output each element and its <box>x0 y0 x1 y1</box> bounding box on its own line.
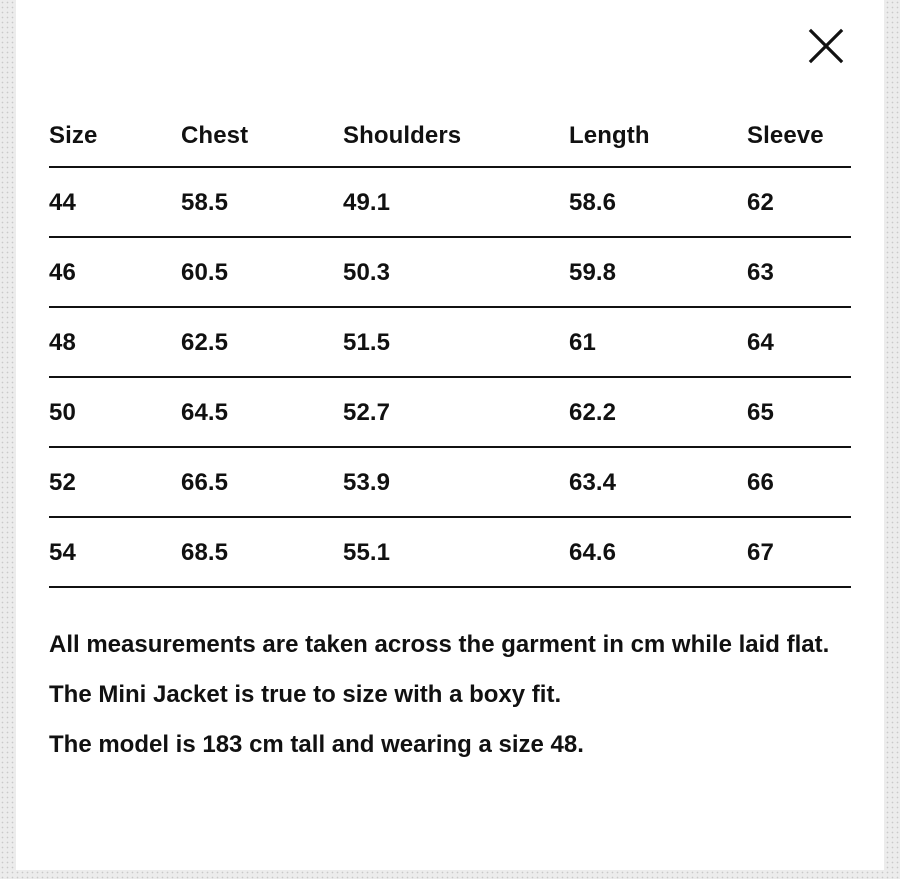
cell-length: 63.4 <box>569 447 747 517</box>
cell-size: 48 <box>49 307 181 377</box>
table-row <box>49 377 851 447</box>
fit-note: The Mini Jacket is true to size with a boxy fit. <box>49 681 562 708</box>
cell-shoulders: 50.3 <box>343 237 569 307</box>
close-button[interactable] <box>806 26 846 66</box>
header-shoulders: Shoulders <box>343 104 569 167</box>
header-sleeve: Sleeve <box>747 104 851 167</box>
cell-size: 54 <box>49 517 181 587</box>
cell-size: 52 <box>49 447 181 517</box>
table-row <box>49 307 851 377</box>
cell-size: 50 <box>49 377 181 447</box>
cell-shoulders: 49.1 <box>343 167 569 237</box>
table-header-row <box>49 104 851 167</box>
close-icon <box>806 26 846 66</box>
cell-shoulders: 53.9 <box>343 447 569 517</box>
table-row <box>49 517 851 587</box>
cell-size: 46 <box>49 237 181 307</box>
cell-chest: 60.5 <box>181 237 343 307</box>
table-row <box>49 237 851 307</box>
table-row <box>49 447 851 517</box>
size-guide-modal <box>16 0 884 870</box>
cell-length: 59.8 <box>569 237 747 307</box>
header-size: Size <box>49 104 181 167</box>
cell-shoulders: 52.7 <box>343 377 569 447</box>
cell-sleeve: 63 <box>747 237 851 307</box>
fit-notes <box>49 628 859 778</box>
cell-chest: 64.5 <box>181 377 343 447</box>
cell-chest: 62.5 <box>181 307 343 377</box>
cell-sleeve: 66 <box>747 447 851 517</box>
measurement-note: All measurements are taken across the garment in cm while laid flat. <box>49 631 830 658</box>
cell-shoulders: 51.5 <box>343 307 569 377</box>
cell-chest: 58.5 <box>181 167 343 237</box>
cell-sleeve: 67 <box>747 517 851 587</box>
model-note: The model is 183 cm tall and wearing a size 48. <box>49 731 584 758</box>
cell-sleeve: 65 <box>747 377 851 447</box>
table-row <box>49 167 851 237</box>
cell-sleeve: 64 <box>747 307 851 377</box>
cell-length: 62.2 <box>569 377 747 447</box>
size-table <box>49 104 851 588</box>
cell-sleeve: 62 <box>747 167 851 237</box>
cell-chest: 68.5 <box>181 517 343 587</box>
cell-length: 58.6 <box>569 167 747 237</box>
cell-length: 64.6 <box>569 517 747 587</box>
cell-size: 44 <box>49 167 181 237</box>
header-length: Length <box>569 104 747 167</box>
cell-shoulders: 55.1 <box>343 517 569 587</box>
cell-length: 61 <box>569 307 747 377</box>
header-chest: Chest <box>181 104 343 167</box>
cell-chest: 66.5 <box>181 447 343 517</box>
